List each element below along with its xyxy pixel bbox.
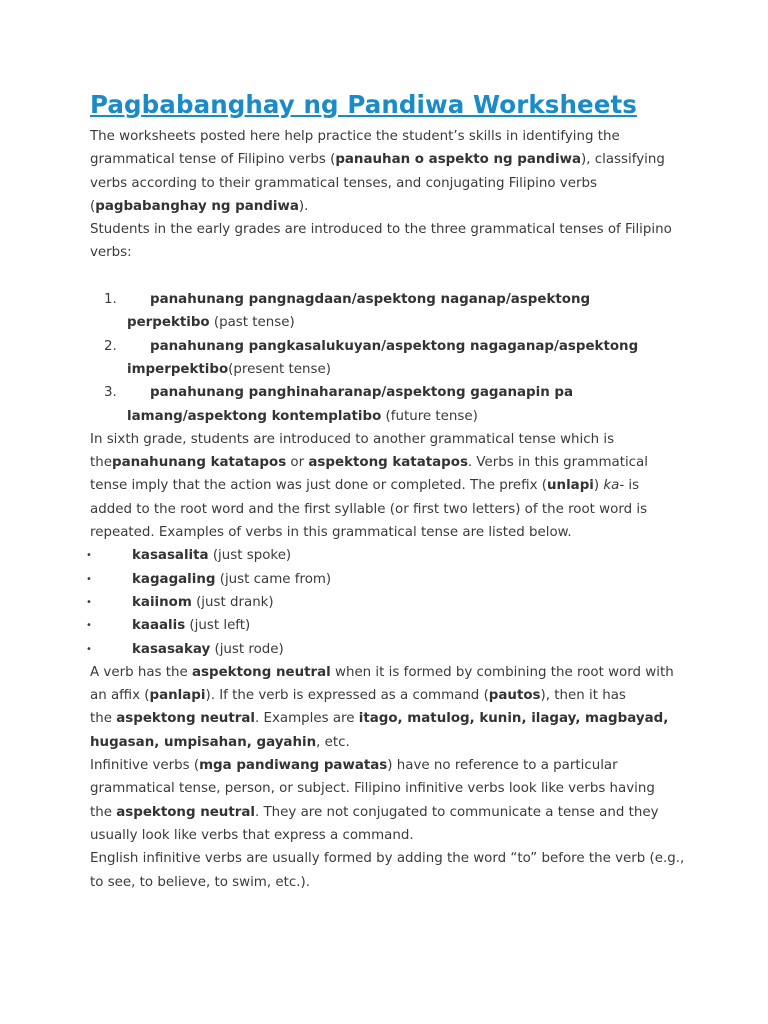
text-run: A verb has the bbox=[90, 664, 192, 680]
list-number: 1. bbox=[104, 292, 117, 308]
text-run: , etc. bbox=[316, 734, 350, 750]
bold-term: panahunang katatapos bbox=[111, 455, 287, 471]
list-item bbox=[86, 638, 690, 661]
paragraph-line bbox=[90, 824, 690, 847]
paragraph-line bbox=[90, 777, 690, 800]
bold-term: panlapi bbox=[149, 688, 206, 704]
text-run: (just spoke) bbox=[208, 548, 292, 564]
page-title[interactable]: Pagbabanghay ng Pandiwa Worksheets bbox=[90, 90, 637, 119]
bullet-icon: • bbox=[86, 550, 92, 562]
bold-term: aspektong neutral bbox=[116, 804, 255, 820]
text-run: (future tense) bbox=[381, 408, 478, 424]
text-run: is bbox=[624, 478, 640, 494]
text-run: verbs: bbox=[90, 245, 132, 261]
paragraph-line bbox=[90, 195, 690, 218]
italic-term: ka- bbox=[603, 478, 625, 494]
paragraph-line bbox=[90, 521, 690, 544]
examples-list bbox=[86, 544, 690, 660]
bullet-icon: • bbox=[86, 620, 92, 632]
text-run: repeated. Examples of verbs in this grammatical tense are listed below. bbox=[90, 525, 572, 541]
text-run: the bbox=[90, 711, 117, 727]
paragraph-line bbox=[90, 428, 690, 451]
text-run: ) bbox=[593, 478, 604, 494]
text-run: (just rode) bbox=[210, 641, 284, 657]
text-run: grammatical tense of Filipino verbs ( bbox=[90, 152, 336, 168]
text-run: ). If the verb is expressed as a command ( bbox=[205, 688, 489, 704]
bold-term: kaiinom bbox=[132, 594, 192, 610]
tense-item bbox=[90, 288, 690, 335]
text-run: Infinitive verbs ( bbox=[90, 758, 200, 774]
paragraph-line bbox=[90, 148, 690, 171]
text-run: . Examples are bbox=[254, 711, 359, 727]
text-run: ( bbox=[90, 198, 96, 214]
text-run: ), then it has bbox=[540, 688, 626, 704]
bullet-icon: • bbox=[86, 573, 92, 585]
text-run: grammatical tense, person, or subject. Filipino infinitive verbs look like verbs having bbox=[90, 781, 655, 797]
bold-term: panahunang pangnagdaan/aspektong naganap/aspektong bbox=[150, 292, 591, 308]
bold-term: kasasalita bbox=[132, 548, 209, 564]
bold-term: kaaalis bbox=[132, 618, 186, 634]
paragraph-line bbox=[90, 754, 690, 777]
spacer bbox=[90, 265, 690, 288]
paragraph-line bbox=[90, 451, 690, 474]
paragraph-line bbox=[90, 847, 690, 870]
text-run: an affix ( bbox=[90, 688, 150, 704]
paragraph-line bbox=[90, 684, 690, 707]
bold-term: kasasakay bbox=[132, 641, 211, 657]
bold-term: panauhan o aspekto ng pandiwa bbox=[335, 152, 582, 168]
text-run: the bbox=[90, 804, 117, 820]
bold-term: imperpektibo bbox=[127, 361, 229, 377]
text-run: or bbox=[286, 455, 309, 471]
text-run: (just came from) bbox=[215, 571, 332, 587]
tense-list bbox=[90, 288, 690, 428]
list-number: 3. bbox=[104, 385, 117, 401]
list-item bbox=[86, 544, 690, 567]
tense-item bbox=[90, 381, 690, 428]
bold-term: aspektong katatapos bbox=[308, 455, 468, 471]
bold-term: panahunang pangkasalukuyan/aspektong nagaganap/aspektong bbox=[150, 338, 639, 354]
text-run: verbs according to their grammatical tenses, and conjugating Filipino verbs bbox=[90, 175, 597, 191]
bold-term: aspektong neutral bbox=[192, 664, 331, 680]
text-run: usually look like verbs that express a command. bbox=[90, 827, 414, 843]
paragraph-line bbox=[90, 661, 690, 684]
paragraph-line bbox=[90, 707, 690, 730]
text-run: Students in the early grades are introduced to the three grammatical tenses of Filipino bbox=[90, 222, 672, 238]
list-item bbox=[86, 591, 690, 614]
text-run: (present tense) bbox=[228, 361, 331, 377]
paragraph-line bbox=[90, 731, 690, 754]
bold-term: kagagaling bbox=[132, 571, 216, 587]
paragraph-line bbox=[90, 172, 690, 195]
paragraph-line bbox=[90, 218, 690, 241]
bold-term: panahunang panghinaharanap/aspektong gaganapin pa bbox=[150, 385, 574, 401]
text-run: the bbox=[90, 455, 112, 471]
text-run: added to the root word and the first syllable (or first two letters) of the root word is bbox=[90, 501, 648, 517]
list-number: 2. bbox=[104, 338, 117, 354]
list-item bbox=[86, 614, 690, 637]
text-run: ). bbox=[298, 198, 309, 214]
text-run: (just left) bbox=[185, 618, 251, 634]
paragraph-line bbox=[90, 241, 690, 264]
paragraph-line bbox=[90, 498, 690, 521]
bold-term: lamang/aspektong kontemplatibo bbox=[127, 408, 382, 424]
bold-term: mga pandiwang pawatas bbox=[199, 758, 388, 774]
text-run: English infinitive verbs are usually formed by adding the word “to” before the verb (e.g., bbox=[90, 851, 685, 867]
text-run: (past tense) bbox=[209, 315, 295, 331]
bold-term: hugasan, umpisahan, gayahin bbox=[90, 734, 317, 750]
paragraph-line bbox=[90, 871, 690, 894]
text-run: The worksheets posted here help practice the student’s skills in identifying the bbox=[90, 129, 620, 144]
bold-term: unlapi bbox=[547, 478, 594, 494]
text-run: . They are not conjugated to communicate a tense and they bbox=[254, 804, 659, 820]
text-run: ), classifying bbox=[581, 152, 665, 168]
bold-term: itago, matulog, kunin, ilagay, magbayad, bbox=[358, 711, 669, 727]
text-run: tense imply that the action was just done or completed. The prefix ( bbox=[90, 478, 547, 494]
bold-term: aspektong neutral bbox=[116, 711, 255, 727]
text-run: In sixth grade, students are introduced to another grammatical tense which is bbox=[90, 431, 615, 447]
text-run: ) have no reference to a particular bbox=[387, 758, 618, 774]
text-run: to see, to believe, to swim, etc.). bbox=[90, 874, 310, 890]
tense-item bbox=[90, 335, 690, 382]
bold-term: pautos bbox=[488, 688, 541, 704]
bullet-icon: • bbox=[86, 596, 92, 608]
text-run: (just drank) bbox=[191, 594, 274, 610]
list-item bbox=[86, 568, 690, 591]
paragraph-line bbox=[90, 474, 690, 497]
bold-term: perpektibo bbox=[127, 315, 210, 331]
bold-term: pagbabanghay ng pandiwa bbox=[95, 198, 299, 214]
text-run: when it is formed by combining the root word with bbox=[330, 664, 674, 680]
text-run: . Verbs in this grammatical bbox=[467, 455, 648, 471]
paragraph-line bbox=[90, 801, 690, 824]
paragraph-line bbox=[90, 125, 690, 148]
document-body bbox=[86, 125, 690, 894]
bullet-icon: • bbox=[86, 643, 92, 655]
